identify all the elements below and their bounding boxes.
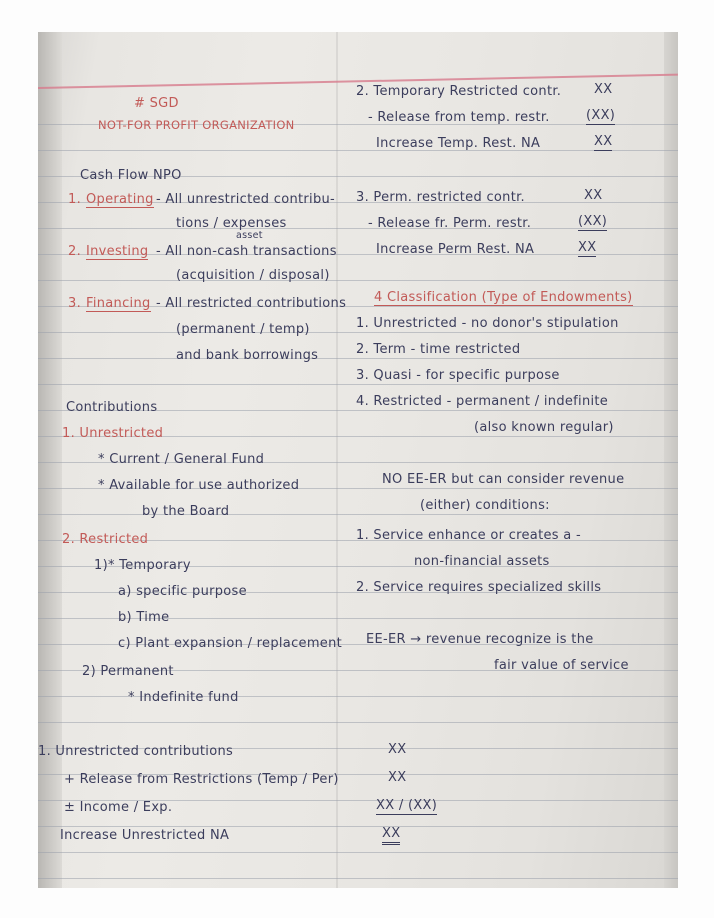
unrestricted-item: * Available for use authorized [98, 478, 300, 493]
perm-block-increase: Increase Perm Rest. NA [376, 242, 535, 257]
statement-row-label: + Release from Restrictions (Temp / Per) [64, 772, 339, 787]
no-ee-er-line: NO EE-ER but can consider revenue [382, 472, 625, 487]
perm-block-increase-value: XX [578, 240, 597, 255]
statement-row-value: XX [388, 742, 407, 757]
page-edge-shadow [664, 32, 678, 888]
ruled-line [38, 358, 678, 359]
contributions-title: Contributions [66, 400, 158, 415]
temporary-item: a) specific purpose [118, 584, 247, 599]
statement-row-value: XX [388, 770, 407, 785]
temp-block-value: XX [594, 82, 613, 97]
ruled-line [38, 280, 678, 281]
statement-row-label: ± Income / Exp. [64, 800, 173, 815]
temp-block-release: - Release from temp. restr. [368, 110, 550, 125]
ruled-line [38, 852, 678, 853]
cash-flow-term: Operating [86, 192, 154, 207]
perm-block-release-value: (XX) [578, 214, 608, 229]
ee-er-line: EE-ER → revenue recognize is the [366, 632, 594, 647]
endowment-title: 4 Classification (Type of Endowments) [374, 290, 633, 305]
page-fold-line [336, 32, 338, 888]
endowment-item: (also known regular) [474, 420, 614, 435]
perm-block-value: XX [584, 188, 603, 203]
notebook-binding [38, 32, 62, 888]
cash-flow-title: Cash Flow NPO [80, 168, 182, 183]
cash-flow-term: Financing [86, 296, 151, 311]
cash-flow-term: Investing [86, 244, 149, 259]
statement-row-label: Increase Unrestricted NA [60, 828, 230, 843]
endowment-item: 4. Restricted - permanent / indefinite [356, 394, 609, 409]
condition-line: 2. Service requires specialized skills [356, 580, 602, 595]
temp-block-increase-value: XX [594, 134, 613, 149]
permanent-heading: 2) Permanent [82, 664, 174, 679]
no-ee-er-line: (either) conditions: [420, 498, 550, 513]
ee-er-line: fair value of service [494, 658, 629, 673]
cash-flow-desc: - All non-cash transactions [156, 244, 337, 259]
temp-block-release-value: (XX) [586, 108, 616, 123]
ruled-line [38, 722, 678, 723]
cash-flow-desc: - All restricted contributions [156, 296, 347, 311]
ruled-line [38, 514, 678, 515]
ruled-line [38, 878, 678, 879]
statement-row-label: 1. Unrestricted contributions [38, 744, 234, 759]
ruled-line [38, 826, 678, 827]
temp-block-title: 2. Temporary Restricted contr. [356, 84, 562, 99]
temp-block-increase: Increase Temp. Rest. NA [376, 136, 541, 151]
cash-flow-num: 2. [68, 244, 82, 259]
cash-flow-desc: - All unrestricted contribu- [156, 192, 336, 207]
perm-block-title: 3. Perm. restricted contr. [356, 190, 525, 205]
statement-row-value: XX / (XX) [376, 798, 438, 813]
page-header: # SGD [134, 96, 179, 111]
page-subtitle: NOT-FOR PROFIT ORGANIZATION [98, 118, 295, 132]
cash-flow-desc: tions / expenses [176, 216, 287, 231]
unrestricted-item: by the Board [142, 504, 230, 519]
endowment-item: 1. Unrestricted - no donor's stipulation [356, 316, 619, 331]
temporary-item: c) Plant expansion / replacement [118, 636, 343, 651]
endowment-item: 2. Term - time restricted [356, 342, 521, 357]
temporary-item: b) Time [118, 610, 170, 625]
ruled-line [38, 332, 678, 333]
permanent-item: * Indefinite fund [128, 690, 239, 705]
unrestricted-heading: 1. Unrestricted [62, 426, 164, 441]
perm-block-release: - Release fr. Perm. restr. [368, 216, 532, 231]
ruled-line [38, 384, 678, 385]
notebook-page [38, 32, 678, 888]
cash-flow-desc: (permanent / temp) [176, 322, 310, 337]
cash-flow-num: 1. [68, 192, 82, 207]
restricted-heading: 2. Restricted [62, 532, 149, 547]
cash-flow-desc: and bank borrowings [176, 348, 319, 363]
condition-line: non-financial assets [414, 554, 550, 569]
cash-flow-num: 3. [68, 296, 82, 311]
unrestricted-item: * Current / General Fund [98, 452, 265, 467]
statement-row-total: XX [382, 826, 400, 845]
endowment-item: 3. Quasi - for specific purpose [356, 368, 560, 383]
condition-line: 1. Service enhance or creates a - [356, 528, 581, 543]
cash-flow-desc: (acquisition / disposal) [176, 268, 330, 283]
ruled-line [38, 150, 678, 151]
temporary-heading: 1)* Temporary [94, 558, 191, 573]
cash-flow-superscript: asset [236, 230, 263, 241]
